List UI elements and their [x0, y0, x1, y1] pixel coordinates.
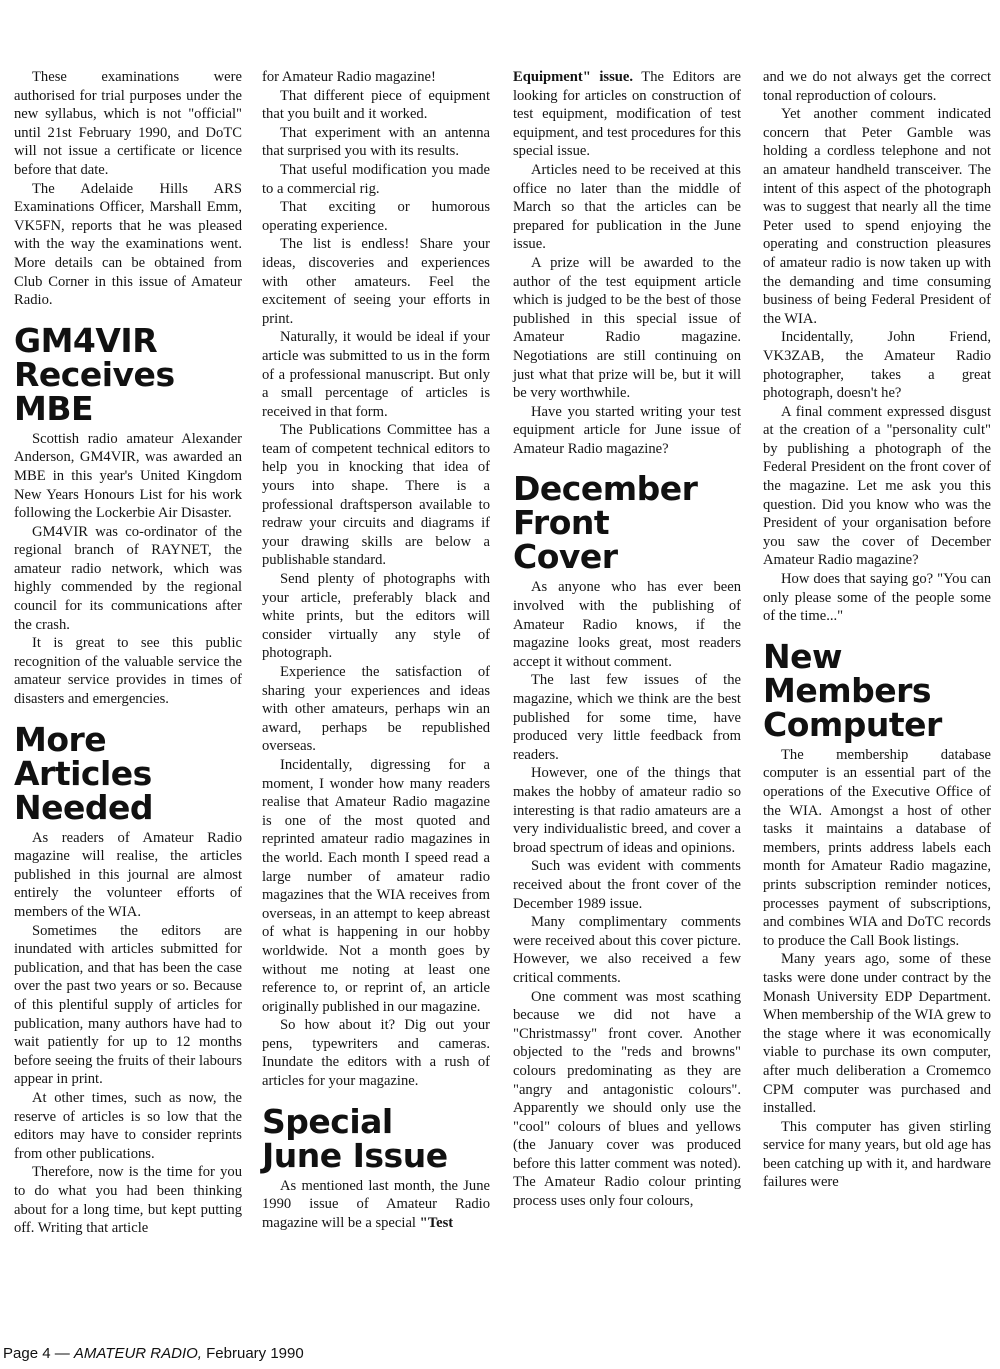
paragraph: As readers of Amateur Radio magazine will realise, the articles published in this journal are almost entirely the volunteer efforts of members of the WIA. [14, 829, 242, 920]
paragraph: Incidentally, John Friend, VK3ZAB, the Amateur Radio photographer, takes a great photograph, doesn't he? [763, 329, 991, 402]
paragraph: The last few issues of the magazine, which we think are the best published for some time, have produced very little feedback from readers. [513, 672, 741, 763]
paragraph: That useful modification you made to a commercial rig. [262, 161, 490, 197]
heading-line: Special [262, 1101, 393, 1141]
paragraph: and we do not always get the correct tonal reproduction of colours. [763, 69, 991, 104]
paragraph: So how about it? Dig out your pens, typewriters and cameras. Inundate the editors with a rush of articles for your magazine. [262, 1017, 490, 1090]
heading-line: December [513, 469, 698, 509]
paragraph: A final comment expressed disgust at the creation of a "personality cult" by publishing a photograph of the Federal President on the front cover of the magazine. Let me ask you this question. Did you know who was the President of your organisation before you saw the cover of December Amateur Radio magazine? [763, 403, 991, 569]
heading-line: More [14, 719, 107, 759]
paragraph: However, one of the things that makes the hobby of amateur radio so interesting is that radio amateurs are a very individualistic breed, and cover a broad spectrum of ideas and opinions. [513, 765, 741, 856]
paragraph: GM4VIR was co-ordinator of the regional branch of RAYNET, the amateur radio network, which was highly commended by the regional council for its communications after the crash. [14, 523, 242, 633]
heading-december-front-cover [513, 469, 741, 577]
paragraph: It is great to see this public recognition of the valuable service the amateur service provides in times of disasters and emergencies. [14, 635, 242, 708]
heading-more-articles-needed [14, 719, 242, 827]
paragraph: The list is endless! Share your ideas, discoveries and experiences with other amateurs. Feel the excitement of seeing your efforts in print. [262, 236, 490, 327]
paragraph: A prize will be awarded to the author of the test equipment article which is judged to be the best of those published in this special issue of Amateur Radio magazine. Negotiations are still continuing on just what that prize will be, but it will be very worthwhile. [513, 254, 741, 402]
paragraph: How does that saying go? "You can only please some of the people some of the time..." [763, 571, 991, 625]
paragraph: That different piece of equipment that you built and it worked. [262, 87, 490, 123]
paragraph: Articles need to be received at this office no later than the middle of March so that the articles can be prepared for publication in the June issue. [513, 161, 741, 253]
heading-line: Computer [763, 704, 942, 744]
paragraph: Send plenty of photographs with your article, preferably black and white prints, but the editors will consider virtually any style of photograph. [262, 571, 490, 662]
paragraph: These examinations were authorised for trial purposes under the new syllabus, which is not "official" until 21st February 1990, and DoTC will not issue a certificate or licence before that date. [14, 69, 242, 178]
paragraph: Many complimentary comments were received about this cover picture. However, we also received a few critical comments. [513, 914, 741, 986]
paragraph: The membership database computer is an essential part of the operations of the Executive Office of the WIA. Amongst a host of other tasks it maintains a database of members, prints address labels each month for Amateur Radio magazine, prints subscription reminder notices, processes payment of subscriptions, and combines WIA and DoTC records to produce the Call Book listings. [763, 746, 991, 949]
paragraph: Many years ago, some of these tasks were done under contract by the Monash University EDP Department. When membership of the WIA grew to the stage where it was economically viable to purchase its own computer, after much deliberation a Cromemco CPM computer was purchased and installed. [763, 951, 991, 1117]
column-3 [513, 68, 741, 1211]
paragraph: Therefore, now is the time for you to do what you had been thinking about for a long time, but kept putting off. Writing that article [14, 1164, 242, 1237]
paragraph: Incidentally, digressing for a moment, I wonder how many readers realise that Amateur Radio magazine is one of the most quoted and reprinted amateur radio magazines in the world. Each month I speed read a large number of amateur radio magazines that the WIA receives from overseas, in an attempt to keep abreast of what is happening in our hobby worldwide. Not a month goes by without me noting at least one reference to, or reprint of, an article originally published in our magazine. [262, 756, 490, 1015]
page-number: Page 4 — [3, 1345, 74, 1362]
heading-line: Needed [14, 787, 154, 827]
paragraph: Experience the satisfaction of sharing your experiences and ideas with other amateurs, perhaps win an award, perhaps be republished overseas. [262, 664, 490, 755]
paragraph: That exciting or humorous operating experience. [262, 199, 490, 234]
heading-special-june-issue [262, 1101, 490, 1175]
paragraph [513, 68, 741, 161]
heading-gm4vir-receives-mbe [14, 320, 242, 428]
heading-line: GM4VIR [14, 320, 158, 360]
paragraph: Naturally, it would be ideal if your article was submitted to us in the form of a professional manuscript. But only a small percentage of articles is received in that form. [262, 329, 490, 420]
heading-line: Front [513, 503, 610, 543]
paragraph: Yet another comment indicated concern that Peter Gamble was holding a cordless telephone and not an amateur handheld transceiver. The intent of this aspect of the photograph was to suggest that nearly all the time Peter used to spend enjoying the operating and construction pleasures of amateur radio is now taken up with the demanding and time consuming business of being Federal President of the WIA. [763, 106, 991, 327]
column-2 [262, 68, 490, 1232]
heading-line: Articles [14, 753, 152, 793]
bold-text: Equipment" issue. [513, 69, 634, 85]
paragraph: As anyone who has ever been involved with the publishing of Amateur Radio knows, if the magazine looks great, most readers accept it without comment. [513, 579, 741, 670]
heading-line: Members [763, 670, 932, 710]
heading-line: Receives [14, 354, 175, 394]
magazine-name: AMATEUR RADIO, [73, 1345, 202, 1362]
paragraph: Such was evident with comments received about the front cover of the December 1989 issue. [513, 858, 741, 912]
paragraph: At other times, such as now, the reserve of articles is so low that the editors may have to consider reprints from other publications. [14, 1089, 242, 1162]
page-footer [3, 1345, 304, 1362]
paragraph-text: As mentioned last month, the June 1990 issue of Amateur Radio magazine will be a special [262, 1177, 490, 1231]
paragraph: Scottish radio amateur Alexander Anderson, GM4VIR, was awarded an MBE in this year's United Kingdom New Years Honours List for his work following the Lockerbie Air Disaster. [14, 430, 242, 522]
paragraph-text: The Editors are looking for articles on construction of test equipment, modification of test equipment, and test procedures for this special issue. [513, 69, 741, 160]
heading-line: June Issue [262, 1135, 448, 1175]
paragraph: Sometimes the editors are inundated with articles submitted for publication, and that has been the case over the past two years or so. Because of this plentiful supply of articles for publication, many authors have had to wait patiently for up to 12 months before seeing the fruits of their labours appear in print. [14, 922, 242, 1088]
paragraph: This computer has given stirling service for many years, but old age has been catching up with it, and hardware failures were [763, 1118, 991, 1191]
paragraph: One comment was most scathing because we did not have a "Christmassy" front cover. Another objected to the "reds and browns" colours predominating as they are "angry and antagonistic colours". Apparently we should only use the "cool" colours of blues and yellows (the January cover was produced before this latter comment was noted). The Amateur Radio colour printing process uses only four colours, [513, 988, 741, 1210]
paragraph: The Publications Committee has a team of competent technical editors to help you in knocking that idea of yours into shape. There is a professional draftsperson available to redraw your circuits and diagrams if your drawing skills are below a publishable standard. [262, 422, 490, 569]
paragraph: for Amateur Radio magazine! [262, 69, 436, 85]
heading-line: New [763, 636, 842, 676]
heading-line: MBE [14, 388, 94, 428]
bold-text: "Test [419, 1214, 454, 1231]
column-4 [763, 68, 991, 1192]
paragraph: That experiment with an antenna that surprised you with its results. [262, 124, 490, 160]
heading-line: Cover [513, 537, 618, 577]
paragraph [262, 1177, 490, 1233]
paragraph: Have you started writing your test equipment article for June issue of Amateur Radio magazine? [513, 403, 741, 457]
paragraph: The Adelaide Hills ARS Examinations Officer, Marshall Emm, VK5FN, reports that he was pleased with the way the examinations went. More details can be obtained from Club Corner in this issue of Amateur Radio. [14, 180, 242, 309]
issue-date: February 1990 [201, 1345, 304, 1362]
heading-new-members-computer [763, 636, 991, 744]
column-1 [14, 68, 242, 1238]
